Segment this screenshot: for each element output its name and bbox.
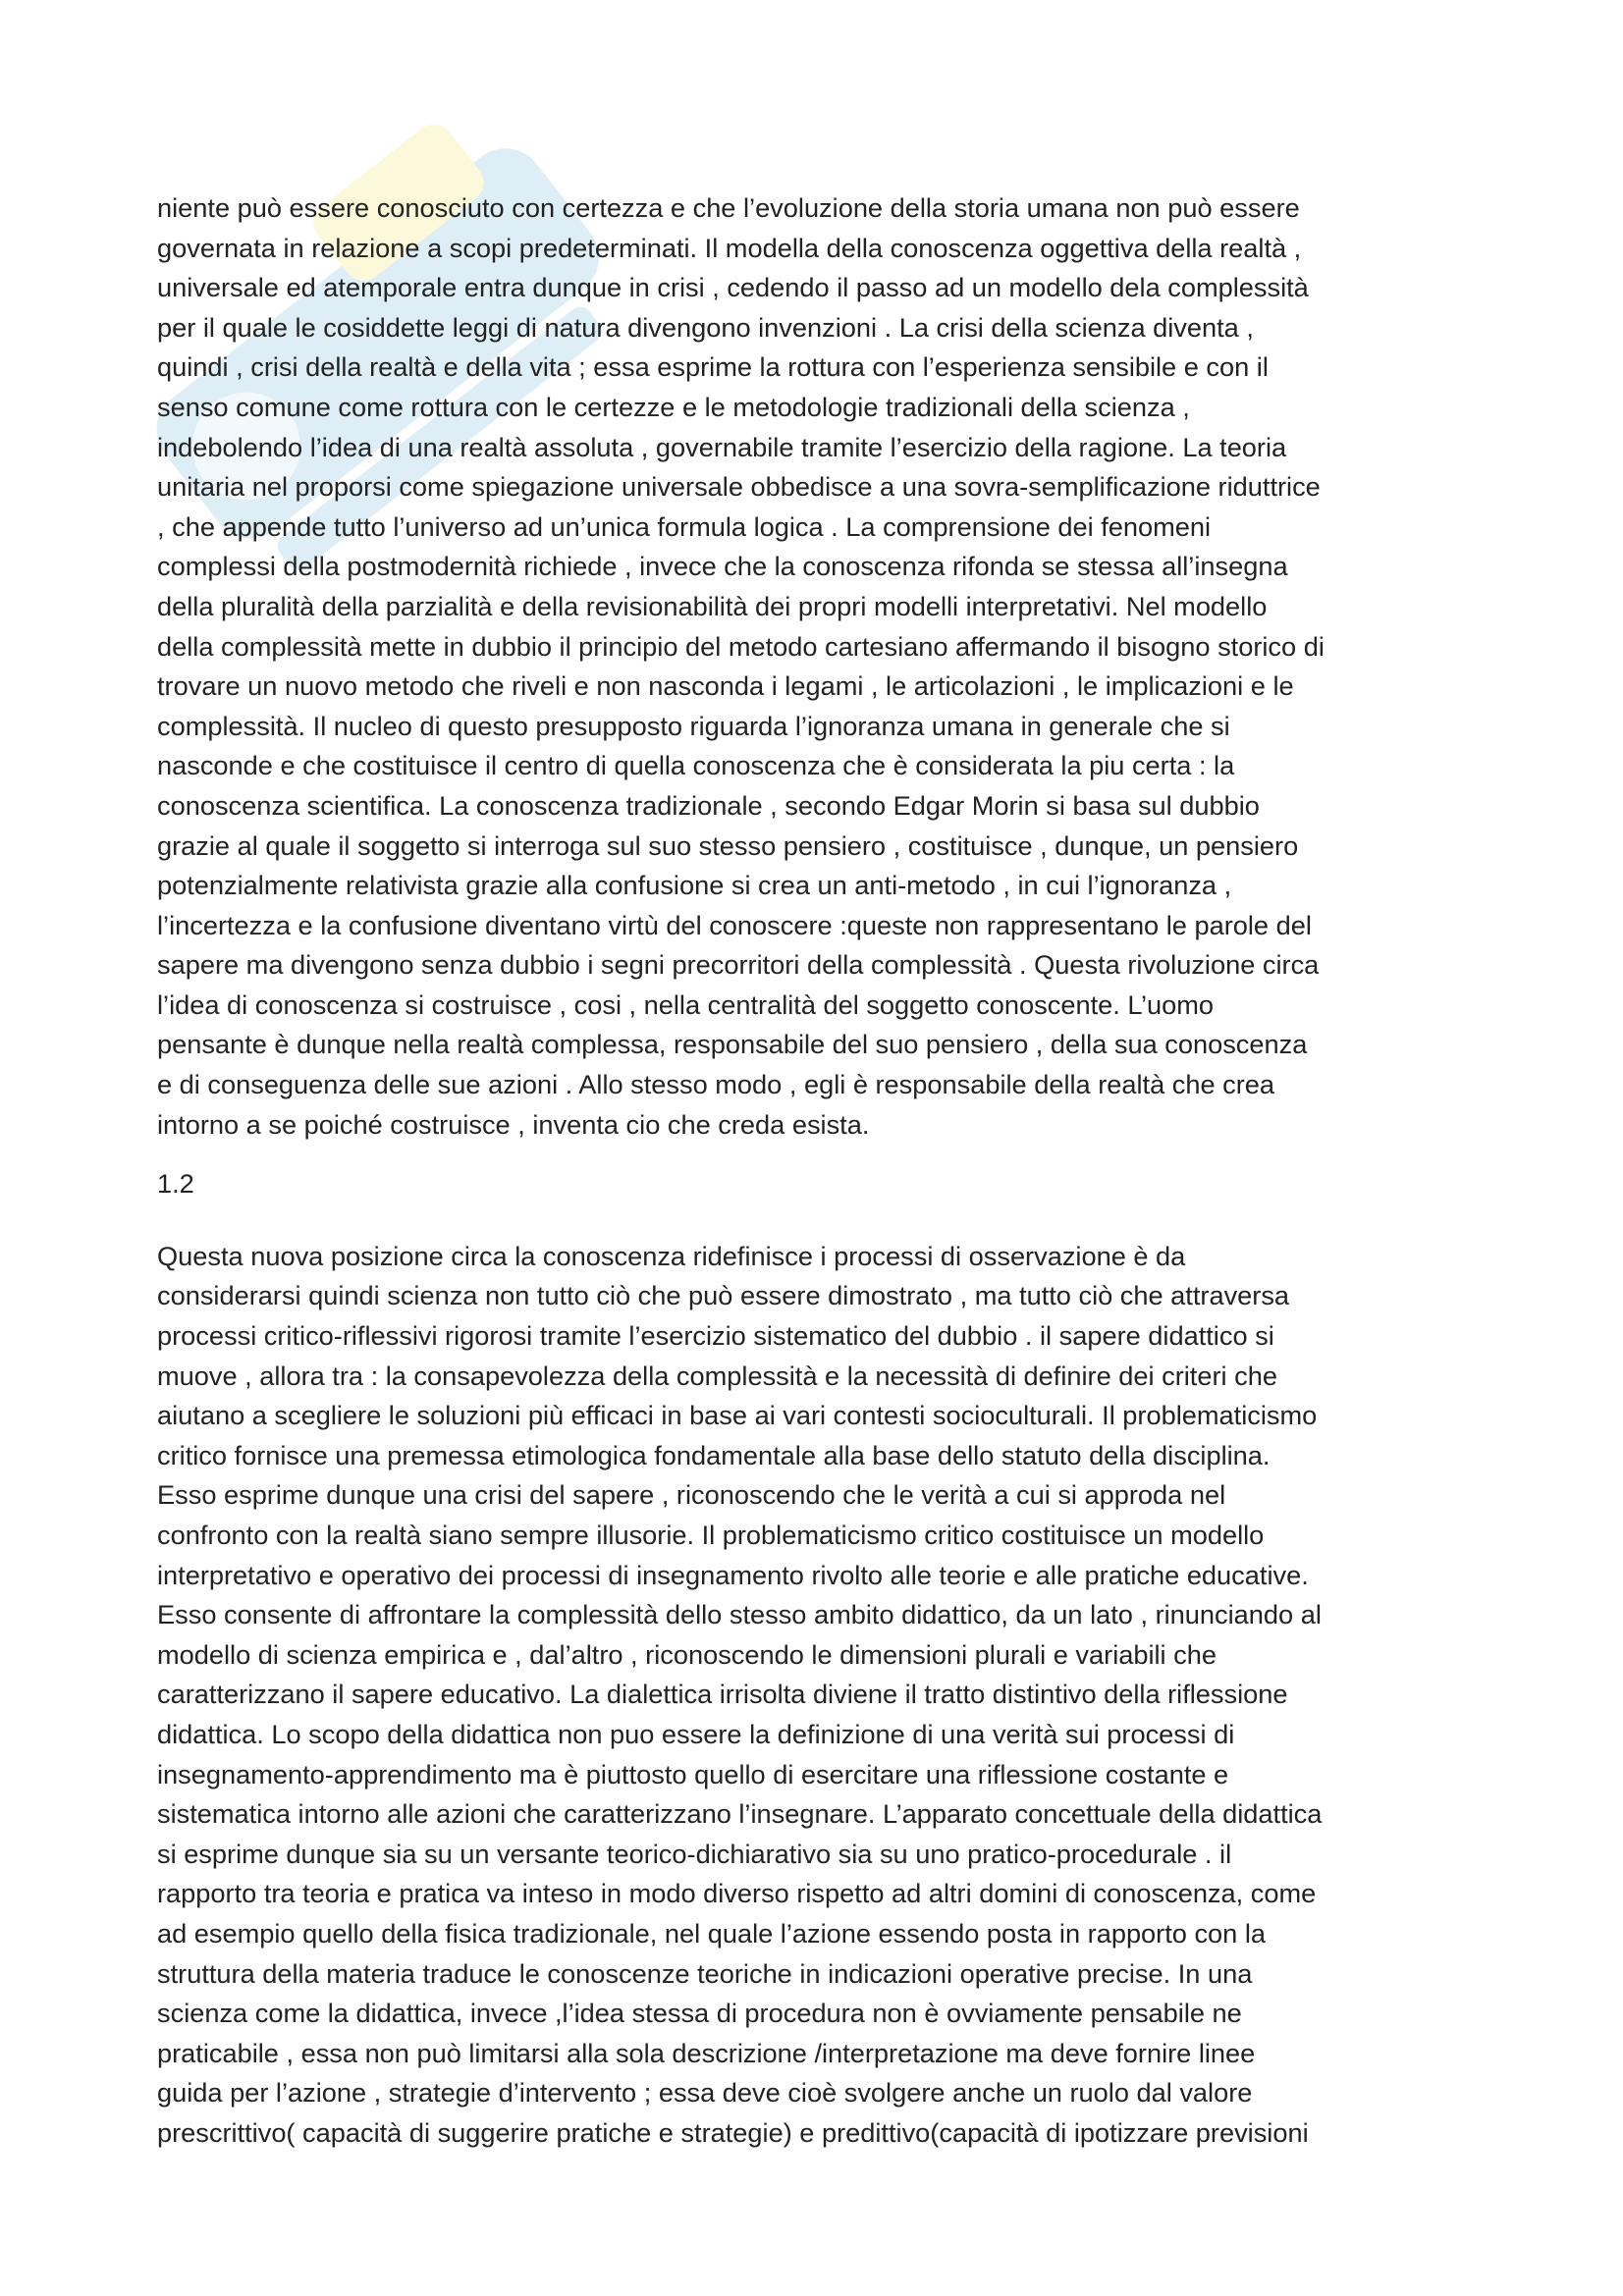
text-line: sistematica intorno alle azioni che caratterizzano l’insegnare. L’apparato concettuale della didattica <box>157 1798 1323 1830</box>
text-line: complessi della postmodernità richiede , invece che la conoscenza rifonda se stessa all’insegna <box>157 551 1288 582</box>
text-line: conoscenza scientifica. La conoscenza tradizionale , secondo Edgar Morin si basa sul dubbio <box>157 789 1260 821</box>
text-line: Questa nuova posizione circa la conoscenza ridefinisce i processi di osservazione è da <box>157 1240 1186 1271</box>
text-line: pensante è dunque nella realtà complessa, responsabile del suo pensiero , della sua conoscenza <box>157 1029 1308 1060</box>
text-line: rapporto tra teoria e pratica va inteso in modo diverso rispetto ad altri domini di conoscenza, come <box>157 1878 1317 1909</box>
text-line: potenzialmente relativista grazie alla confusione si crea un anti-metodo , in cui l’ignoranza , <box>157 870 1232 901</box>
text-line: critico fornisce una premessa etimologica fondamentale alla base dello statuto della disciplina. <box>157 1439 1271 1470</box>
text-line: sapere ma divengono senza dubbio i segni precorritori della complessità . Questa rivoluzione circa <box>157 949 1320 981</box>
text-line: universale ed atemporale entra dunque in crisi , cedendo il passo ad un modello dela complessità <box>157 272 1309 303</box>
text-line: si esprime dunque sia su un versante teorico-dichiarativo sia su uno pratico-procedurale . il <box>157 1838 1232 1869</box>
document-page <box>157 188 1492 2154</box>
text-line: scienza come la didattica, invece ,l’idea stessa di procedura non è ovviamente pensabile ne <box>157 1998 1242 2029</box>
text-line: complessità. Il nucleo di questo presupposto riguarda l’ignoranza umana in generale che si <box>157 710 1230 741</box>
text-line: muove , allora tra : la consapevolezza della complessità e la necessità di definire dei criteri che <box>157 1360 1277 1391</box>
text-line: didattica. Lo scopo della didattica non puo essere la definizione di una verità sui processi di <box>157 1718 1235 1749</box>
text-line: indebolendo l’idea di una realtà assoluta , governabile tramite l’esercizio della ragione. La teoria <box>157 431 1287 462</box>
text-line: e di conseguenza delle sue azioni . Allo stesso modo , egli è responsabile della realtà che crea <box>157 1069 1275 1100</box>
text-line: ad esempio quello della fisica tradizionale, nel quale l’azione essendo posta in rapporto con la <box>157 1917 1267 1949</box>
text-line: per il quale le cosiddette leggi di natura divengono invenzioni . La crisi della scienza diventa , <box>157 311 1254 343</box>
text-line: grazie al quale il soggetto si interroga sul suo stesso pensiero , costituisce , dunque, un pensiero <box>157 829 1299 861</box>
text-line: considerarsi quindi scienza non tutto ciò che può essere dimostrato , ma tutto ciò che attraversa <box>157 1280 1290 1311</box>
text-line: della pluralità della parzialità e della revisionabilità dei propri modelli interpretativi. Nel modello <box>157 590 1268 621</box>
text-line: della complessità mette in dubbio il principio del metodo cartesiano affermando il bisogno storico di <box>157 630 1325 662</box>
text-line: modello di scienza empirica e , dal’altro , riconoscendo le dimensioni plurali e variabili che <box>157 1638 1217 1670</box>
paragraph-1 <box>157 188 1492 1145</box>
paragraph-2 <box>157 1237 1492 2154</box>
text-line: caratterizzano il sapere educativo. La dialettica irrisolta diviene il tratto distintivo della riflessione <box>157 1679 1288 1710</box>
text-line: niente può essere conosciuto con certezza e che l’evoluzione della storia umana non può essere <box>157 192 1300 223</box>
text-line: , che appende tutto l’universo ad un’unica formula logica . La comprensione dei fenomeni <box>157 510 1212 542</box>
text-line: prescrittivo( capacità di suggerire pratiche e strategie) e predittivo(capacità di ipotizzare previsioni <box>157 2116 1309 2148</box>
text-line: aiutano a scegliere le soluzioni più efficaci in base ai vari contesti socioculturali. Il problematicismo <box>157 1400 1318 1431</box>
text-line: insegnamento-apprendimento ma è piuttosto quello di esercitare una riflessione costante e <box>157 1758 1229 1789</box>
text-line: l’incertezza e la confusione diventano virtù del conoscere :queste non rappresentano le parole del <box>157 909 1312 940</box>
text-line: Esso esprime dunque una crisi del sapere , riconoscendo che le verità a cui si approda nel <box>157 1479 1226 1511</box>
text-line: guida per l’azione , strategie d’intervento ; essa deve cioè svolgere anche un ruolo dal valore <box>157 2077 1253 2109</box>
text-line: processi critico-riflessivi rigorosi tramite l’esercizio sistematico del dubbio . il sapere didattico si <box>157 1320 1274 1352</box>
text-line: intorno a se poiché costruisce , inventa cio che creda esista. <box>157 1108 870 1140</box>
text-line: Esso consente di affrontare la complessità dello stesso ambito didattico, da un lato , rinunciando al <box>157 1599 1322 1630</box>
text-line: senso comune come rottura con le certezze e le metodologie tradizionali della scienza , <box>157 391 1190 422</box>
text-line: interpretativo e operativo dei processi di insegnamento rivolto alle teorie e alle pratiche educative. <box>157 1559 1309 1590</box>
text-line: praticabile , essa non può limitarsi alla sola descrizione /interpretazione ma deve fornire linee <box>157 2037 1256 2068</box>
text-line: quindi , crisi della realtà e della vita ; essa esprime la rottura con l’esperienza sensibile e con il <box>157 351 1269 383</box>
text-line: nasconde e che costituisce il centro di quella conoscenza che è considerata la piu certa : la <box>157 750 1235 781</box>
text-line: struttura della materia traduce le conoscenze teoriche in indicazioni operative precise. In una <box>157 1957 1253 1989</box>
text-line: confronto con la realtà siano sempre illusorie. Il problematicismo critico costituisce un modello <box>157 1520 1265 1550</box>
text-line: trovare un nuovo metodo che riveli e non nasconda i legami , le articolazioni , le implicazioni e le <box>157 670 1294 702</box>
text-line: l’idea di conoscenza si costruisce , cosi , nella centralità del soggetto conoscente. L’uomo <box>157 988 1215 1020</box>
text-line: unitaria nel proporsi come spiegazione universale obbedisce a una sovra-semplificazione riduttrice <box>157 471 1321 503</box>
section-number: 1.2 <box>157 1168 194 1200</box>
text-line: governata in relazione a scopi predeterminati. Il modella della conoscenza oggettiva della realtà , <box>157 232 1302 263</box>
